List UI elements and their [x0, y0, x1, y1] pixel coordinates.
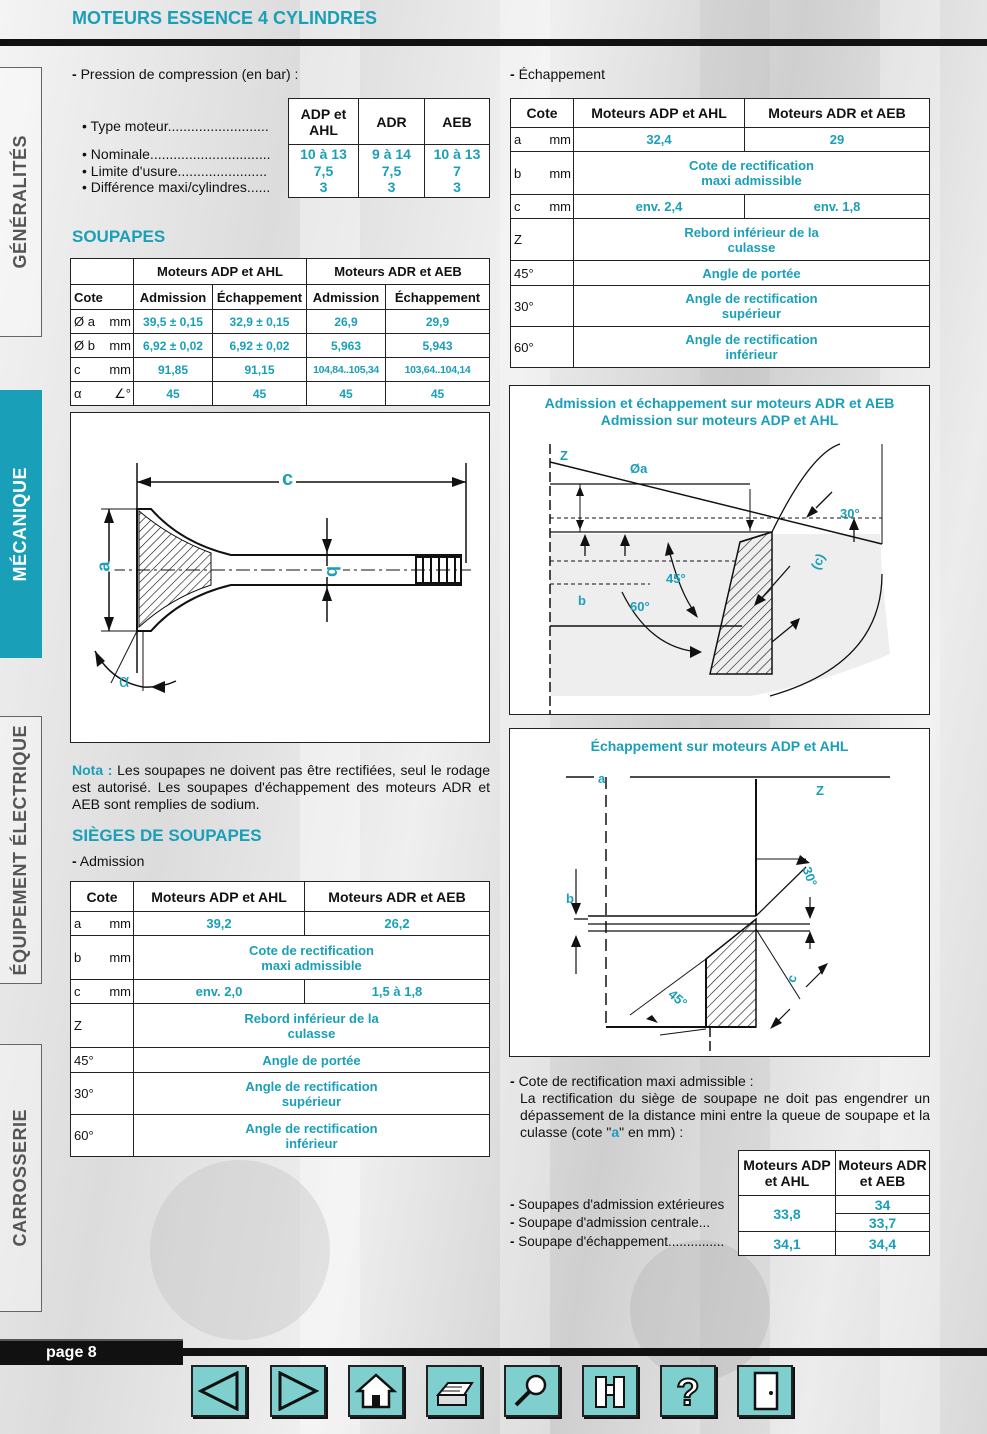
compression-row-labels: • Nominale............................... • Limite d'usure....................... • Différence maxi/cylindres......	[82, 146, 271, 195]
admission-heading: - Admission	[72, 853, 145, 869]
label-c: (c)	[807, 551, 829, 572]
table-row: 60° Angle de rectification inférieur	[71, 1115, 490, 1157]
home-button[interactable]	[348, 1365, 404, 1417]
table-row: b mm Cote de rectification maxi admissible	[511, 152, 930, 195]
table-row: b mm Cote de rectification maxi admissible	[71, 936, 490, 980]
table-row: 33,8 34	[739, 1196, 930, 1214]
table-row: 30° Angle de rectification supérieur	[71, 1073, 490, 1115]
table-row: 60° Angle de rectification inférieur	[511, 327, 930, 368]
dim-label-c: c	[279, 468, 296, 491]
compression-type-label: • Type moteur..........................	[82, 118, 269, 134]
rectif-heading: - Cote de rectification maxi admissible :	[510, 1073, 754, 1089]
binoculars-button[interactable]	[582, 1365, 638, 1417]
dim-label-b: b	[323, 566, 343, 577]
table-row: Ø b mm 6,92 ± 0,02 6,92 ± 0,02 5,963 5,943	[71, 334, 490, 358]
exit-button[interactable]	[737, 1365, 793, 1417]
seat-drawing-1	[510, 434, 929, 714]
seat-diagram-admission	[509, 385, 930, 715]
label-oa: Øa	[630, 461, 648, 476]
print-button[interactable]	[426, 1365, 482, 1417]
table-row: Z Rebord inférieur de la culasse	[511, 219, 930, 261]
label-b: b	[578, 593, 586, 608]
soupapes-title: SOUPAPES	[72, 227, 166, 246]
side-tab-generalites[interactable]	[0, 67, 42, 337]
arrow-right-icon	[276, 1371, 320, 1411]
page-title: MOTEURS ESSENCE 4 CYLINDRES	[72, 8, 378, 28]
table-row: 30° Angle de rectification supérieur	[511, 286, 930, 327]
sieges-echappement-table: Cote Moteurs ADP et AHL Moteurs ADR et AEB a mm 32,4 29 b mm Cote de rectification maxi admissible c mm env. 2,4 env. 1,8 Z Rebord inférieur de la culasse 45° Angle de portée 30° Angle de rectification supérieur 60° Angle de rectification inférieur	[510, 98, 930, 368]
table-row: 34,1 34,4	[739, 1232, 930, 1256]
sieges-title: SIÈGES DE SOUPAPES	[72, 826, 262, 845]
table-row: a mm 32,4 29	[511, 128, 930, 152]
side-tab-carrosserie[interactable]	[0, 1044, 42, 1312]
rectif-paragraph: La rectification du siège de soupape ne doit pas engendrer un dépassement de la distance mini entre la queue de soupape et la culasse (cote "a" en mm) :	[520, 1090, 930, 1140]
dim-label-alpha: α	[119, 671, 130, 691]
header-bar	[0, 39, 987, 46]
door-icon	[743, 1371, 787, 1411]
side-tab-equipement-electrique[interactable]	[0, 716, 42, 984]
svg-text:?: ?	[676, 1372, 700, 1411]
soupapes-table: Moteurs ADP et AHL Moteurs ADR et AEB Cote Admission Échappement Admission Échappement Ø a mm 39,5 ± 0,15 32,9 ± 0,15 26,9 29,9 Ø b mm 6,92 ± 0,02 6,92 ± 0,02 5,963 5,943 c mm 91,85 91,15 104,84..105,34 103,64..104,14 α ∠° 45 45 45 45	[70, 258, 490, 406]
diagram-subtitle: Admission sur moteurs ADP et AHL	[600, 412, 839, 428]
label-60: 60°	[630, 599, 650, 614]
echappement-heading: - Échappement	[510, 66, 605, 82]
seat-diagram-echappement	[509, 728, 930, 1057]
compression-heading: - Pression de compression (en bar) :	[72, 66, 299, 82]
arrow-left-icon	[197, 1371, 241, 1411]
side-tab-label: MÉCANIQUE	[10, 466, 30, 582]
help-button[interactable]	[660, 1365, 716, 1417]
side-tab-label: ÉQUIPEMENT ÉLECTRIQUE	[10, 724, 30, 976]
question-icon	[666, 1371, 710, 1411]
rectif-row-labels: - Soupapes d'admission extérieures - Soupape d'admission centrale... - Soupape d'échappement...............	[510, 1197, 725, 1249]
table-row: c mm env. 2,0 1,5 à 1,8	[71, 980, 490, 1004]
label-b: b	[566, 891, 574, 906]
previous-page-button[interactable]	[191, 1365, 247, 1417]
nota-text: Nota : Les soupapes ne doivent pas être rectifiées, seul le rodage est autorisé. Les soupapes d'échappement des moteurs ADR et AEB sont remplies de sodium.	[72, 762, 490, 812]
side-tab-mecanique[interactable]	[0, 390, 42, 658]
diagram-title: Échappement sur moteurs ADP et AHL	[590, 738, 849, 754]
footer-bar	[183, 1348, 987, 1356]
valve-drawing	[71, 413, 489, 742]
label-a: a	[598, 771, 606, 786]
table-row: α ∠° 45 45 45 45	[71, 382, 490, 406]
table-row: Z Rebord inférieur de la culasse	[71, 1004, 490, 1048]
table-row: 33,7	[739, 1214, 930, 1232]
dim-label-a: a	[93, 561, 114, 572]
label-30: 30°	[840, 506, 860, 521]
binoculars-icon	[588, 1371, 632, 1411]
label-30: 30°	[799, 864, 821, 889]
table-row: Ø a mm 39,5 ± 0,15 32,9 ± 0,15 26,9 29,9	[71, 310, 490, 334]
label-45: 45°	[666, 571, 686, 586]
label-z: Z	[560, 448, 568, 463]
diagram-title: Admission et échappement sur moteurs ADR et AEB	[544, 395, 895, 411]
sieges-admission-table: Cote Moteurs ADP et AHL Moteurs ADR et AEB a mm 39,2 26,2 b mm Cote de rectification maxi admissible c mm env. 2,0 1,5 à 1,8 Z Rebord inférieur de la culasse 45° Angle de portée 30° Angle de rectification supérieur 60° Angle de rectification inférieur	[70, 881, 490, 1157]
magnifier-icon	[510, 1371, 554, 1411]
search-button[interactable]	[504, 1365, 560, 1417]
rectif-table: Moteurs ADP et AHL Moteurs ADR et AEB 33,8 34 33,7 34,1 34,4	[738, 1150, 930, 1256]
seat-drawing-2	[510, 759, 929, 1055]
label-45: 45°	[665, 986, 691, 1011]
page-number: page 8	[0, 1339, 183, 1365]
table-row: 45° Angle de portée	[71, 1048, 490, 1073]
label-z: Z	[816, 783, 824, 798]
home-icon	[354, 1371, 398, 1411]
table-row: c mm 91,85 91,15 104,84..105,34 103,64..104,14	[71, 358, 490, 382]
next-page-button[interactable]	[270, 1365, 326, 1417]
table-row: a mm 39,2 26,2	[71, 912, 490, 936]
table-row: 45° Angle de portée	[511, 261, 930, 286]
compression-table: ADP et AHL ADR AEB 10 à 13 7,5 3 9 à 14 7,5 3 10 à 13 7 3	[288, 98, 490, 198]
printer-icon	[432, 1371, 476, 1411]
side-tab-label: CARROSSERIE	[10, 1109, 30, 1247]
valve-diagram	[70, 412, 490, 743]
table-row: c mm env. 2,4 env. 1,8	[511, 195, 930, 219]
side-tab-label: GÉNÉRALITÉS	[10, 135, 30, 269]
label-c: c	[783, 972, 800, 985]
